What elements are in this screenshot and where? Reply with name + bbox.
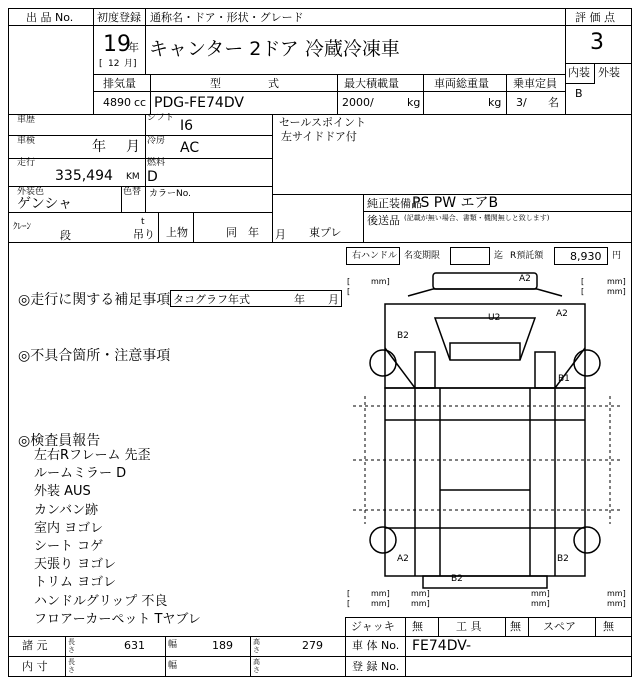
body-month: 月: [275, 228, 286, 241]
color-no-label: カラーNo.: [149, 189, 191, 199]
postpaid-note: (記載が無い場合、書類・機関無しと致します): [404, 214, 550, 222]
damage-label-b2-left: B2: [397, 331, 409, 341]
max-load-label: 最大積載量: [344, 77, 399, 90]
inspector-line: ハンドルグリップ 不良: [34, 593, 168, 609]
inspector-line: 室内 ヨゴレ: [34, 520, 104, 536]
inspector-label: ◎検査員報告: [18, 433, 101, 449]
displacement-unit: cc: [134, 96, 147, 109]
bracket-tr: mm]: [607, 277, 626, 286]
inspector-line: 天張り ヨゴレ: [34, 557, 117, 573]
steering-value: 右ハンドル: [352, 251, 398, 261]
rating-label: 評 価 点: [575, 11, 615, 24]
equipment-value: PS PW エアB: [412, 195, 499, 211]
running-notes-label: ◎走行に関する補足事項: [18, 292, 171, 308]
bracket-bl: mm]: [371, 589, 390, 598]
bracket-tl2-open: [: [347, 287, 351, 296]
bracket-tr2-open: [: [581, 287, 585, 296]
damage-label-a2-bottom: A2: [397, 554, 409, 564]
model-label: 型: [210, 77, 221, 90]
first-reg-year-unit: 年: [128, 41, 139, 54]
chassis-value: FE74DV-: [412, 638, 472, 654]
body-same: 同: [226, 226, 237, 239]
displacement-value: 4890: [103, 96, 131, 109]
body-year: 年: [248, 226, 259, 239]
defects-label: ◎不具合箇所・注意事項: [18, 348, 171, 364]
crane-label: ｸﾚｰﾝ: [13, 222, 32, 232]
lot-no-label: 出 品 No.: [26, 11, 74, 24]
max-load-value: 2000/: [342, 96, 374, 109]
shift-label: シフト: [147, 113, 175, 123]
ac-value: AC: [180, 140, 200, 156]
inspector-line: 外装 AUS: [34, 484, 91, 500]
vehicle-name: キャンター 2ドア 冷蔵冷凍車: [149, 38, 400, 60]
recycle-label: R預託額: [510, 251, 544, 261]
jack-value: 無: [412, 620, 423, 633]
overall-score: 3: [590, 30, 604, 55]
inspector-line: トリム ヨゴレ: [34, 575, 117, 591]
fuel-value: D: [147, 169, 158, 185]
bracket-br: mm]: [607, 589, 626, 598]
first-reg-year: 19: [103, 32, 131, 57]
reg-label: 登 録 No.: [352, 660, 400, 673]
length-value: 631: [124, 639, 145, 652]
inspector-line: ルームミラー D: [34, 466, 127, 482]
length-label: 長さ: [68, 638, 75, 654]
postpaid-label: 後送品: [367, 214, 400, 227]
meter-change-box: [450, 247, 490, 265]
displacement-label: 排気量: [103, 77, 136, 90]
height-value: 279: [302, 639, 323, 652]
height-label: 高さ: [253, 638, 260, 654]
color-change-label: 色替: [123, 187, 142, 197]
inspector-line: 左右Rフレーム 先歪: [34, 448, 151, 463]
max-load-unit: kg: [407, 96, 421, 109]
capacity-label: 乗車定員: [513, 77, 557, 90]
inspection-year-unit: 年: [92, 139, 106, 155]
first-reg-label: 初度登録: [97, 11, 141, 24]
inner-height-label: 高さ: [253, 658, 260, 674]
bracket-bl2-open: [: [347, 599, 351, 608]
exterior-label: 外装: [598, 66, 620, 79]
inner-width-label: 幅: [168, 661, 178, 671]
equipment-label: 純正装備品: [367, 197, 422, 210]
meter-change-label: 名変期限: [404, 251, 441, 261]
gross-weight-unit: kg: [488, 96, 502, 109]
tacho-year: 年: [294, 293, 305, 306]
fuel-label: 燃料: [147, 158, 166, 168]
body-label: 上物: [166, 226, 188, 239]
damage-label-b2-bottom: B2: [451, 574, 463, 584]
chassis-label: 車 体 No.: [352, 639, 400, 652]
damage-label-a2-right: A2: [556, 309, 568, 319]
spare-label: スペア: [543, 620, 576, 633]
damage-label-b1: B1: [558, 374, 570, 384]
bracket-bm3: mm]: [411, 599, 430, 608]
recycle-value: 8,930: [570, 250, 602, 263]
capacity-unit: 名: [548, 96, 559, 109]
mileage-label: 走行: [17, 158, 36, 168]
sales-point-value: 左サイドドア付: [281, 130, 357, 143]
meter-change-suffix: 迄: [494, 251, 504, 261]
bracket-tl: mm]: [371, 277, 390, 286]
damage-label-u2: U2: [488, 313, 501, 323]
damage-label-b2-right: B2: [557, 554, 569, 564]
inner-length-label: 長さ: [68, 658, 75, 674]
tools-label: 工 具: [456, 620, 482, 633]
mileage-value: 335,494: [55, 168, 113, 184]
ext-color-value: ゲンシャ: [17, 196, 73, 212]
mileage-unit: KM: [126, 172, 140, 182]
bracket-tr2: mm]: [607, 287, 626, 296]
vehicle-diagram: [345, 268, 630, 614]
tacho-month: 月: [328, 293, 339, 306]
crane-t: t: [141, 217, 145, 227]
inner-dim-label: 内 寸: [22, 660, 48, 673]
shift-value: I6: [180, 118, 194, 134]
first-reg-month-unit: 月]: [124, 59, 137, 69]
damage-label-a2-top: A2: [519, 274, 531, 284]
body-maker: 東プレ: [309, 226, 342, 239]
bracket-bm4: mm]: [531, 599, 550, 608]
interior-label: 内装: [568, 66, 590, 79]
capacity-value: 3/: [516, 96, 527, 109]
jack-label: ジャッキ: [351, 620, 395, 633]
ext-color-label: 外装色: [17, 187, 45, 197]
bracket-bl-open: [: [347, 589, 351, 598]
spare-value: 無: [603, 620, 614, 633]
recycle-yen: 円: [612, 251, 622, 261]
interior-grade: B: [575, 87, 583, 100]
width-value: 189: [212, 639, 233, 652]
inspection-label: 車検: [17, 136, 36, 146]
gross-weight-label: 車両総重量: [434, 77, 489, 90]
sales-point-label: セールスポイント: [279, 116, 367, 129]
bracket-br2: mm]: [607, 599, 626, 608]
crane-stage: 段: [60, 229, 71, 242]
first-reg-month-open: [: [99, 59, 103, 69]
spec-dim-label: 諸 元: [22, 639, 48, 652]
ac-label: 冷房: [147, 136, 166, 146]
tacho-label: タコグラフ年式: [173, 293, 250, 306]
vehicle-name-label: 通称名・ドア・形状・グレード: [150, 11, 304, 24]
bracket-tl-open: [: [347, 277, 351, 286]
first-reg-month: 12: [108, 59, 120, 69]
model-label-2: 式: [268, 77, 279, 90]
inspector-line: フロアーカーペット Tヤブレ: [34, 611, 201, 627]
width-label: 幅: [168, 640, 178, 650]
tools-value: 無: [510, 620, 521, 633]
inspection-month-unit: 月: [126, 139, 140, 155]
model-code: PDG-FE74DV: [154, 95, 244, 111]
inspector-line: シート コゲ: [34, 539, 104, 554]
crane-lift: 吊り: [133, 228, 155, 241]
bracket-bl2: mm]: [371, 599, 390, 608]
bracket-bm: mm]: [411, 589, 430, 598]
bracket-tr-open: [: [581, 277, 585, 286]
bracket-bm2: mm]: [531, 589, 550, 598]
inspector-line: カンバン跡: [34, 502, 99, 518]
history-label: 車歴: [17, 115, 36, 125]
